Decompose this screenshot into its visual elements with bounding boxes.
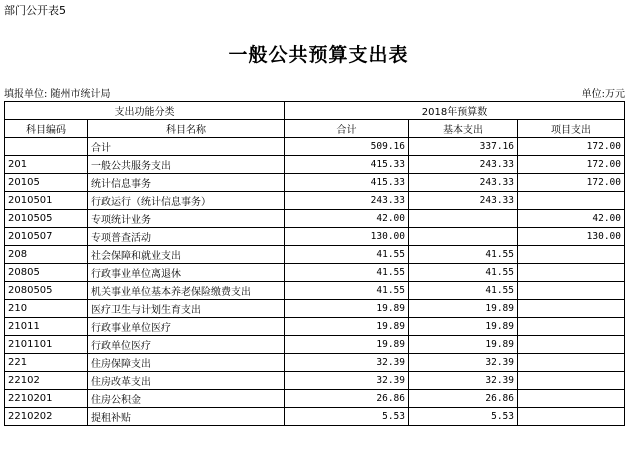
row-basic: 32.39 (409, 372, 518, 390)
page-title: 一般公共预算支出表 (228, 44, 409, 66)
row-basic (409, 210, 518, 228)
row-total: 5.53 (285, 408, 409, 426)
row-name: 社会保障和就业支出 (88, 246, 285, 264)
row-basic (409, 228, 518, 246)
table-row (5, 138, 625, 156)
row-name: 行政事业单位离退休 (88, 264, 285, 282)
row-total: 19.89 (285, 318, 409, 336)
table-row (5, 156, 625, 174)
header-name: 科目名称 (88, 120, 285, 138)
row-code: 2010505 (5, 210, 88, 228)
row-code: 2080505 (5, 282, 88, 300)
row-code: 2101101 (5, 336, 88, 354)
row-project (518, 282, 625, 300)
row-name: 专项普查活动 (88, 228, 285, 246)
row-name: 专项统计业务 (88, 210, 285, 228)
row-code: 20105 (5, 174, 88, 192)
row-basic: 41.55 (409, 246, 518, 264)
row-project (518, 354, 625, 372)
row-code: 2210202 (5, 408, 88, 426)
row-project: 172.00 (518, 174, 625, 192)
header-project: 项目支出 (518, 120, 625, 138)
row-name: 机关事业单位基本养老保险缴费支出 (88, 282, 285, 300)
row-name: 行政事业单位医疗 (88, 318, 285, 336)
row-project (518, 336, 625, 354)
header-total: 合计 (285, 120, 409, 138)
row-code: 22102 (5, 372, 88, 390)
row-project (518, 390, 625, 408)
row-name: 一般公共服务支出 (88, 156, 285, 174)
row-project (518, 264, 625, 282)
row-basic: 243.33 (409, 174, 518, 192)
row-project (518, 192, 625, 210)
table-row (5, 228, 625, 246)
row-total: 19.89 (285, 336, 409, 354)
table-row (5, 192, 625, 210)
row-code: 2010501 (5, 192, 88, 210)
row-project (518, 318, 625, 336)
row-project: 172.00 (518, 156, 625, 174)
table-row (5, 408, 625, 426)
row-basic: 41.55 (409, 282, 518, 300)
header-function-classification: 支出功能分类 (5, 102, 285, 120)
row-code: 20805 (5, 264, 88, 282)
row-project (518, 246, 625, 264)
row-basic: 26.86 (409, 390, 518, 408)
row-total: 415.33 (285, 174, 409, 192)
row-code: 201 (5, 156, 88, 174)
row-name: 行政单位医疗 (88, 336, 285, 354)
row-basic: 19.89 (409, 336, 518, 354)
table-row (5, 318, 625, 336)
row-basic: 243.33 (409, 192, 518, 210)
row-total: 19.89 (285, 300, 409, 318)
row-total: 41.55 (285, 282, 409, 300)
table-row (5, 390, 625, 408)
row-basic: 337.16 (409, 138, 518, 156)
row-basic: 41.55 (409, 264, 518, 282)
row-basic: 32.39 (409, 354, 518, 372)
row-total: 243.33 (285, 192, 409, 210)
header-columns-row (5, 120, 625, 138)
row-project (518, 372, 625, 390)
document-tag: 部门公开表5 (4, 4, 66, 17)
row-name: 住房公积金 (88, 390, 285, 408)
row-project: 172.00 (518, 138, 625, 156)
row-name: 行政运行（统计信息事务） (88, 192, 285, 210)
table-row (5, 336, 625, 354)
row-name: 合计 (88, 138, 285, 156)
table-row (5, 264, 625, 282)
table-body (5, 138, 625, 426)
header-group-row (5, 102, 625, 120)
currency-unit: 单位:万元 (581, 89, 625, 100)
row-total: 42.00 (285, 210, 409, 228)
row-total: 32.39 (285, 354, 409, 372)
row-basic: 19.89 (409, 300, 518, 318)
row-code: 210 (5, 300, 88, 318)
row-project: 42.00 (518, 210, 625, 228)
row-project (518, 408, 625, 426)
header-basic: 基本支出 (409, 120, 518, 138)
row-project: 130.00 (518, 228, 625, 246)
table-row (5, 210, 625, 228)
row-total: 130.00 (285, 228, 409, 246)
table-row (5, 174, 625, 192)
row-basic: 243.33 (409, 156, 518, 174)
row-code: 208 (5, 246, 88, 264)
reporting-unit: 填报单位: 随州市统计局 (4, 89, 111, 100)
budget-table (4, 101, 625, 426)
row-basic: 19.89 (409, 318, 518, 336)
row-name: 提租补贴 (88, 408, 285, 426)
row-project (518, 300, 625, 318)
table-row (5, 246, 625, 264)
row-name: 医疗卫生与计划生育支出 (88, 300, 285, 318)
row-total: 415.33 (285, 156, 409, 174)
row-basic: 5.53 (409, 408, 518, 426)
table-row (5, 282, 625, 300)
header-budget-year: 2018年预算数 (285, 102, 625, 120)
row-total: 509.16 (285, 138, 409, 156)
row-total: 41.55 (285, 246, 409, 264)
row-name: 住房改革支出 (88, 372, 285, 390)
row-code: 21011 (5, 318, 88, 336)
table-row (5, 354, 625, 372)
row-total: 32.39 (285, 372, 409, 390)
row-code: 2010507 (5, 228, 88, 246)
row-total: 26.86 (285, 390, 409, 408)
row-code: 221 (5, 354, 88, 372)
row-name: 住房保障支出 (88, 354, 285, 372)
row-code: 2210201 (5, 390, 88, 408)
row-code (5, 138, 88, 156)
row-total: 41.55 (285, 264, 409, 282)
header-code: 科目编码 (5, 120, 88, 138)
table-row (5, 300, 625, 318)
table-row (5, 372, 625, 390)
row-name: 统计信息事务 (88, 174, 285, 192)
